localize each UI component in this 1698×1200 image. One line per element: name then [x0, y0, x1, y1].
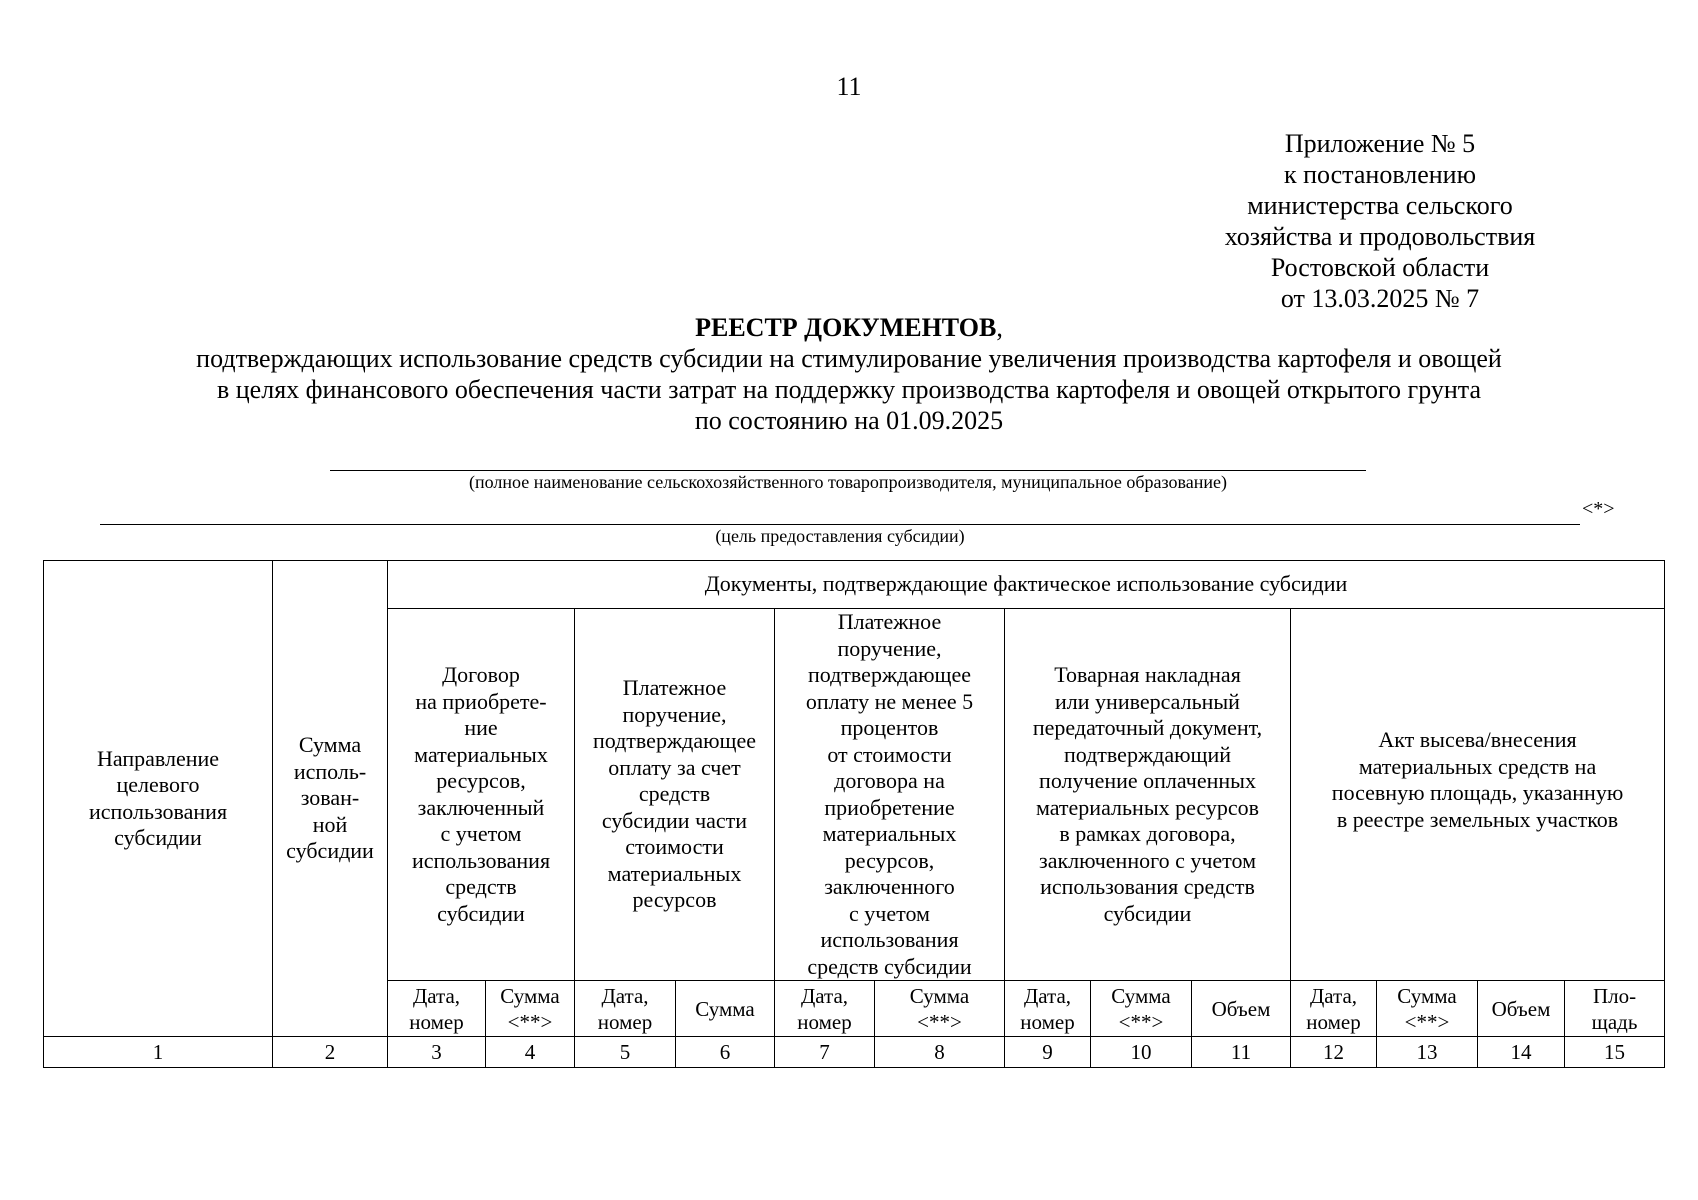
column-number: 13 — [1377, 1037, 1478, 1068]
purpose-footnote-mark: <*> — [1582, 498, 1615, 520]
document-subtitle-line: по состоянию на 01.09.2025 — [694, 406, 1004, 435]
header-sowing-act: Акт высева/внесения материальных средств на посевную площадь, указанную в реестре земельных участков — [1291, 609, 1665, 981]
header-supporting-documents: Документы, подтверждающие фактическое использование субсидии — [388, 561, 1665, 609]
column-number: 8 — [875, 1037, 1005, 1068]
document-title-block — [60, 312, 1638, 436]
header-sowing-act-date-number: Дата, номер — [1291, 981, 1377, 1037]
header-sowing-act-area: Пло- щадь — [1565, 981, 1665, 1037]
column-number: 9 — [1005, 1037, 1091, 1068]
column-number: 6 — [676, 1037, 775, 1068]
header-payment-subsidy-date-number: Дата, номер — [575, 981, 676, 1037]
header-invoice: Товарная накладная или универсальный передаточный документ, подтверждающий получение оплаченных материальных ресурсов в рамках договора, заключенного с учетом использования средств субсидии — [1005, 609, 1291, 981]
column-number: 15 — [1565, 1037, 1665, 1068]
column-number: 10 — [1091, 1037, 1192, 1068]
document-title-suffix: , — [996, 313, 1003, 342]
header-contract-date-number: Дата, номер — [388, 981, 486, 1037]
header-contract-sum: Сумма <**> — [486, 981, 575, 1037]
header-invoice-sum: Сумма <**> — [1091, 981, 1192, 1037]
header-payment-5-percent-date-number: Дата, номер — [775, 981, 875, 1037]
header-sowing-act-volume: Объем — [1478, 981, 1565, 1037]
documents-registry-table — [43, 560, 1665, 1068]
column-number: 14 — [1478, 1037, 1565, 1068]
appendix-block — [1170, 128, 1590, 314]
column-number: 5 — [575, 1037, 676, 1068]
header-payment-5-percent-sum: Сумма <**> — [875, 981, 1005, 1037]
header-invoice-volume: Объем — [1192, 981, 1291, 1037]
column-number: 1 — [44, 1037, 273, 1068]
appendix-line: хозяйства и продовольствия — [1224, 222, 1536, 251]
column-number: 2 — [273, 1037, 388, 1068]
column-number: 12 — [1291, 1037, 1377, 1068]
column-number: 4 — [486, 1037, 575, 1068]
producer-name-hint: (полное наименование сельскохозяйственного товаропроизводителя, муниципальное образование) — [469, 472, 1227, 492]
appendix-line: к постановлению — [1283, 160, 1477, 189]
appendix-line: Приложение № 5 — [1284, 129, 1476, 158]
header-direction: Направление целевого использования субсидии — [44, 561, 273, 1037]
document-title — [60, 312, 1638, 343]
header-payment-subsidy: Платежное поручение, подтверждающее оплату за счет средств субсидии части стоимости материальных ресурсов — [575, 609, 775, 981]
header-payment-subsidy-sum: Сумма — [676, 981, 775, 1037]
page-number: 11 — [836, 72, 862, 101]
appendix-line: от 13.03.2025 № 7 — [1280, 284, 1480, 313]
column-number: 11 — [1192, 1037, 1291, 1068]
document-title-main: РЕЕСТР ДОКУМЕНТОВ — [695, 313, 997, 342]
appendix-line: министерства сельского — [1247, 191, 1513, 220]
document-subtitle-line: подтверждающих использование средств субсидии на стимулирование увеличения производства картофеля и овощей — [196, 344, 1502, 373]
subsidy-purpose-line — [100, 524, 1580, 525]
header-contract: Договор на приобрете- ние материальных ресурсов, заключенный с учетом использования средств субсидии — [388, 609, 575, 981]
appendix-line: Ростовской области — [1270, 253, 1490, 282]
document-subtitle-line: в целях финансового обеспечения части затрат на поддержку производства картофеля и овощей открытого грунта — [216, 375, 1482, 404]
producer-name-line — [330, 470, 1366, 471]
header-payment-5-percent: Платежное поручение, подтверждающее оплату не менее 5 процентов от стоимости договора на приобретение материальных ресурсов, заключенного с учетом использования средств субсидии — [775, 609, 1005, 981]
column-number: 3 — [388, 1037, 486, 1068]
header-invoice-date-number: Дата, номер — [1005, 981, 1091, 1037]
header-used-subsidy-sum: Сумма исполь- зован- ной субсидии — [273, 561, 388, 1037]
subsidy-purpose-hint: (цель предоставления субсидии) — [715, 526, 965, 546]
header-sowing-act-sum: Сумма <**> — [1377, 981, 1478, 1037]
column-number: 7 — [775, 1037, 875, 1068]
